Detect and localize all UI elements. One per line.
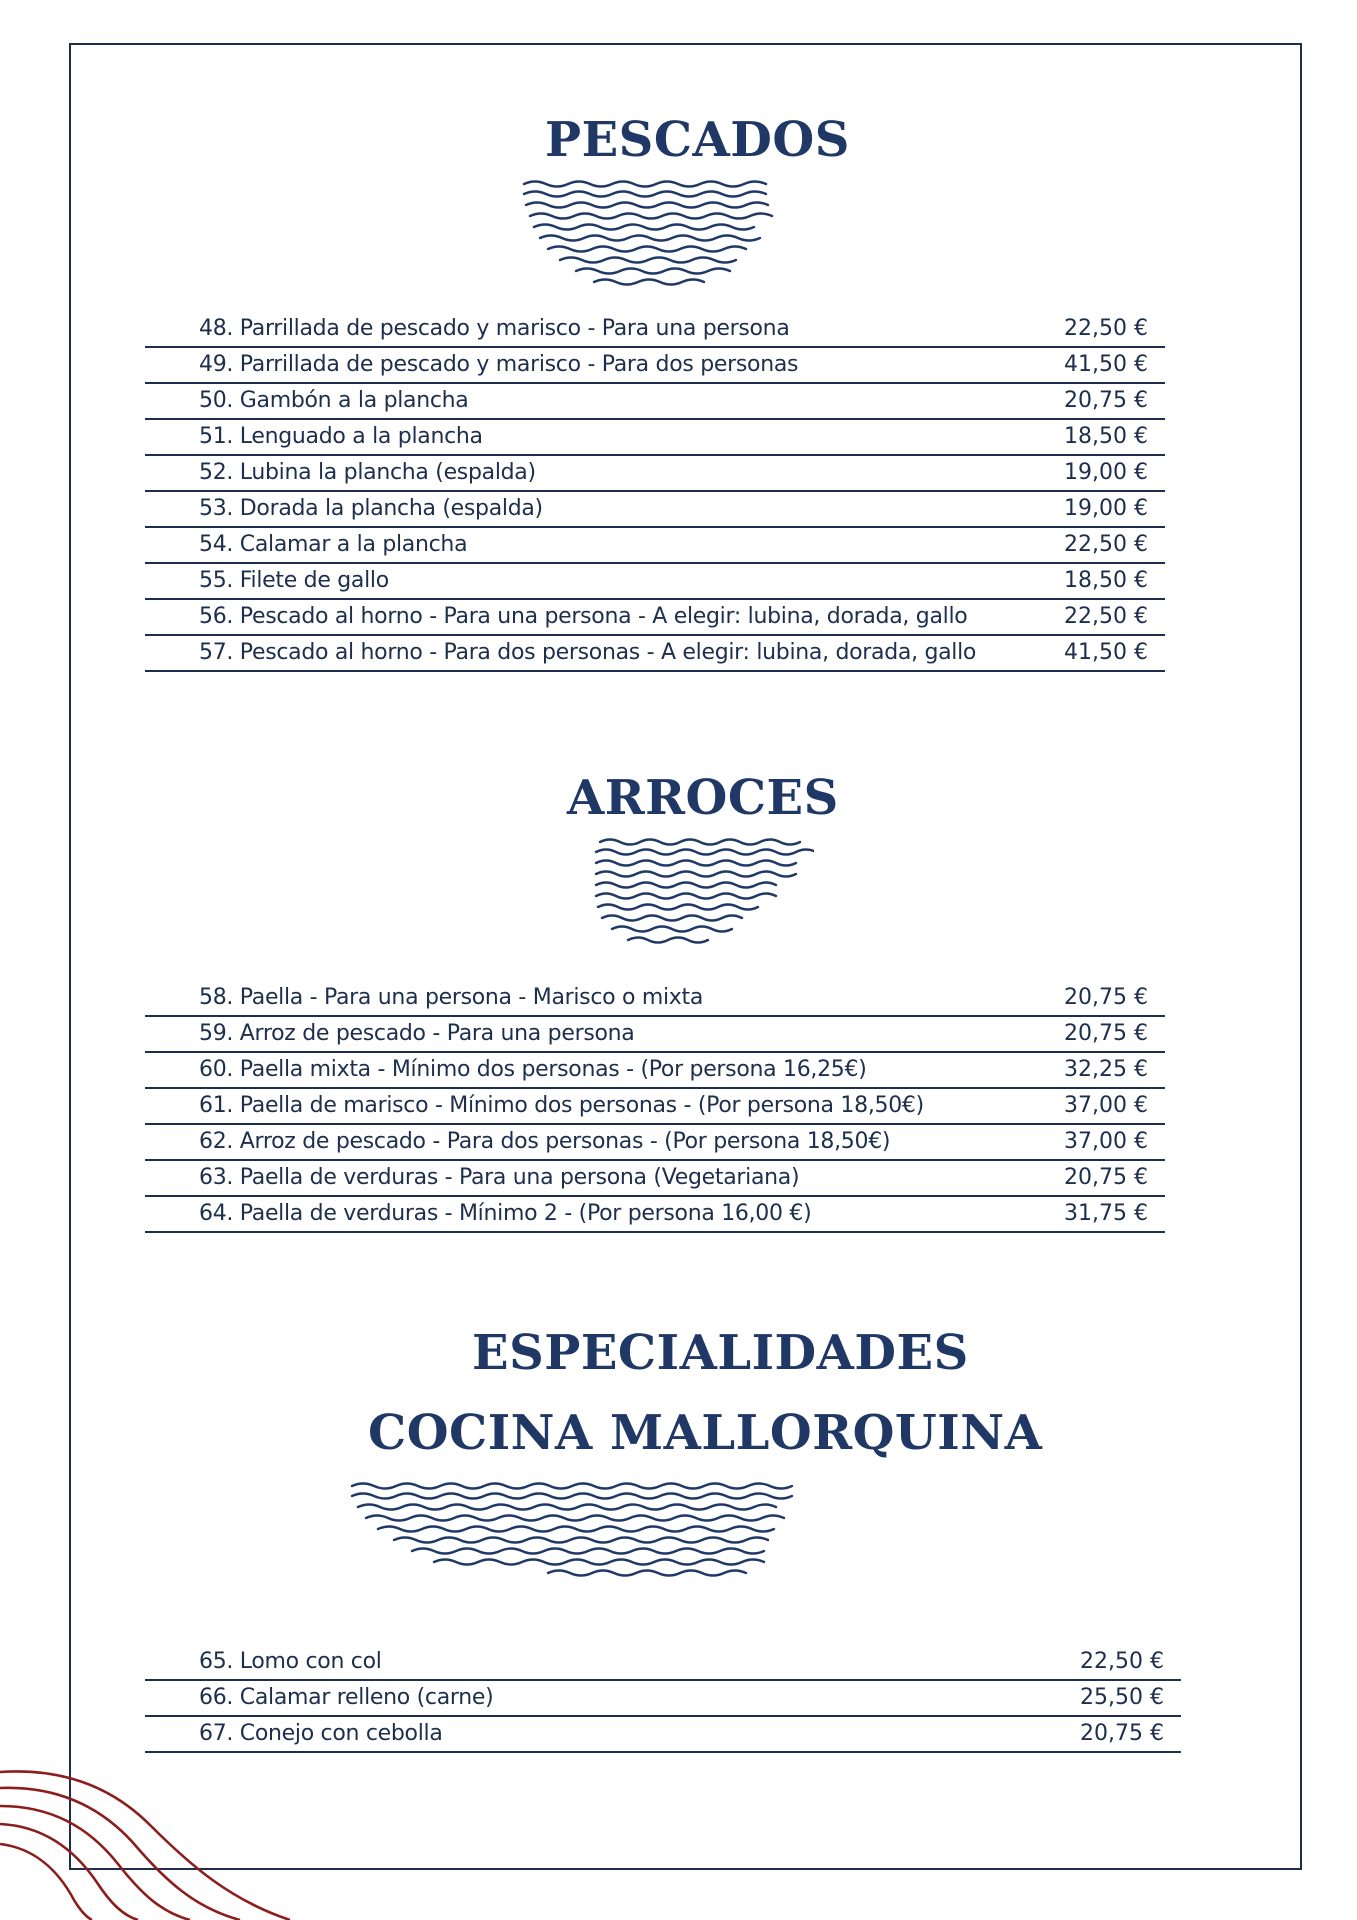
menu-item: [145, 1161, 1165, 1197]
item-price: 18,50 €: [1064, 568, 1148, 593]
corner-waves-decoration: [0, 1760, 340, 1920]
item-name: 63. Paella de verduras - Para una persona (Vegetariana): [199, 1165, 800, 1190]
item-name: 49. Parrillada de pescado y marisco - Para dos personas: [199, 352, 799, 377]
section-title-arroces: ARROCES: [567, 770, 839, 826]
item-price: 41,50 €: [1064, 640, 1148, 665]
item-name: 53. Dorada la plancha (espalda): [199, 496, 543, 521]
menu-item: [145, 492, 1165, 528]
menu-item: [145, 1017, 1165, 1053]
item-price: 41,50 €: [1064, 352, 1148, 377]
item-price: 22,50 €: [1064, 532, 1148, 557]
item-name: 65. Lomo con col: [199, 1649, 382, 1674]
item-price: 18,50 €: [1064, 424, 1148, 449]
item-price: 31,75 €: [1064, 1201, 1148, 1226]
item-name: 59. Arroz de pescado - Para una persona: [199, 1021, 635, 1046]
item-name: 48. Parrillada de pescado y marisco - Para una persona: [199, 316, 790, 341]
menu-item: [145, 636, 1165, 672]
menu-item: [145, 1053, 1165, 1089]
menu-item: [145, 1681, 1181, 1717]
menu-item: [145, 1197, 1165, 1233]
menu-item: [145, 348, 1165, 384]
item-name: 57. Pescado al horno - Para dos personas - A elegir: lubina, dorada, gallo: [199, 640, 977, 665]
item-name: 55. Filete de gallo: [199, 568, 389, 593]
menu-item: [145, 1717, 1181, 1753]
item-price: 20,75 €: [1064, 1165, 1148, 1190]
item-price: 22,50 €: [1080, 1649, 1164, 1674]
item-name: 60. Paella mixta - Mínimo dos personas - (Por persona 16,25€): [199, 1057, 867, 1082]
waves-ornament-arroces: [594, 834, 814, 946]
item-name: 51. Lenguado a la plancha: [199, 424, 483, 449]
item-price: 20,75 €: [1064, 1021, 1148, 1046]
menu-item: [145, 456, 1165, 492]
item-price: 22,50 €: [1064, 316, 1148, 341]
item-price: 37,00 €: [1064, 1129, 1148, 1154]
section-title-especialidades: ESPECIALIDADES: [472, 1325, 969, 1381]
item-name: 62. Arroz de pescado - Para dos personas - (Por persona 18,50€): [199, 1129, 891, 1154]
waves-ornament-pescados: [520, 176, 782, 288]
item-name: 54. Calamar a la plancha: [199, 532, 468, 557]
menu-item: [145, 1125, 1165, 1161]
menu-item: [145, 384, 1165, 420]
pescados-list: [145, 312, 1165, 672]
menu-item: [145, 528, 1165, 564]
item-price: 32,25 €: [1064, 1057, 1148, 1082]
item-price: 20,75 €: [1064, 388, 1148, 413]
arroces-list: [145, 981, 1165, 1233]
item-price: 19,00 €: [1064, 496, 1148, 521]
item-name: 50. Gambón a la plancha: [199, 388, 469, 413]
especialidades-list: [145, 1645, 1181, 1753]
item-name: 66. Calamar relleno (carne): [199, 1685, 494, 1710]
menu-item: [145, 1089, 1165, 1125]
waves-ornament-especialidades: [348, 1478, 794, 1584]
item-name: 56. Pescado al horno - Para una persona - A elegir: lubina, dorada, gallo: [199, 604, 968, 629]
item-name: 58. Paella - Para una persona - Marisco o mixta: [199, 985, 704, 1010]
item-price: 22,50 €: [1064, 604, 1148, 629]
menu-item: [145, 312, 1165, 348]
menu-item: [145, 1645, 1181, 1681]
menu-item: [145, 564, 1165, 600]
item-name: 67. Conejo con cebolla: [199, 1721, 443, 1746]
item-name: 52. Lubina la plancha (espalda): [199, 460, 536, 485]
item-price: 25,50 €: [1080, 1685, 1164, 1710]
item-name: 61. Paella de marisco - Mínimo dos personas - (Por persona 18,50€): [199, 1093, 924, 1118]
item-price: 19,00 €: [1064, 460, 1148, 485]
menu-item: [145, 600, 1165, 636]
section-title-pescados: PESCADOS: [545, 112, 850, 168]
item-price: 20,75 €: [1080, 1721, 1164, 1746]
item-price: 20,75 €: [1064, 985, 1148, 1010]
section-subtitle-cocina-mallorquina: COCINA MALLORQUINA: [368, 1405, 1043, 1461]
item-price: 37,00 €: [1064, 1093, 1148, 1118]
item-name: 64. Paella de verduras - Mínimo 2 - (Por persona 16,00 €): [199, 1201, 812, 1226]
menu-item: [145, 420, 1165, 456]
menu-item: [145, 981, 1165, 1017]
